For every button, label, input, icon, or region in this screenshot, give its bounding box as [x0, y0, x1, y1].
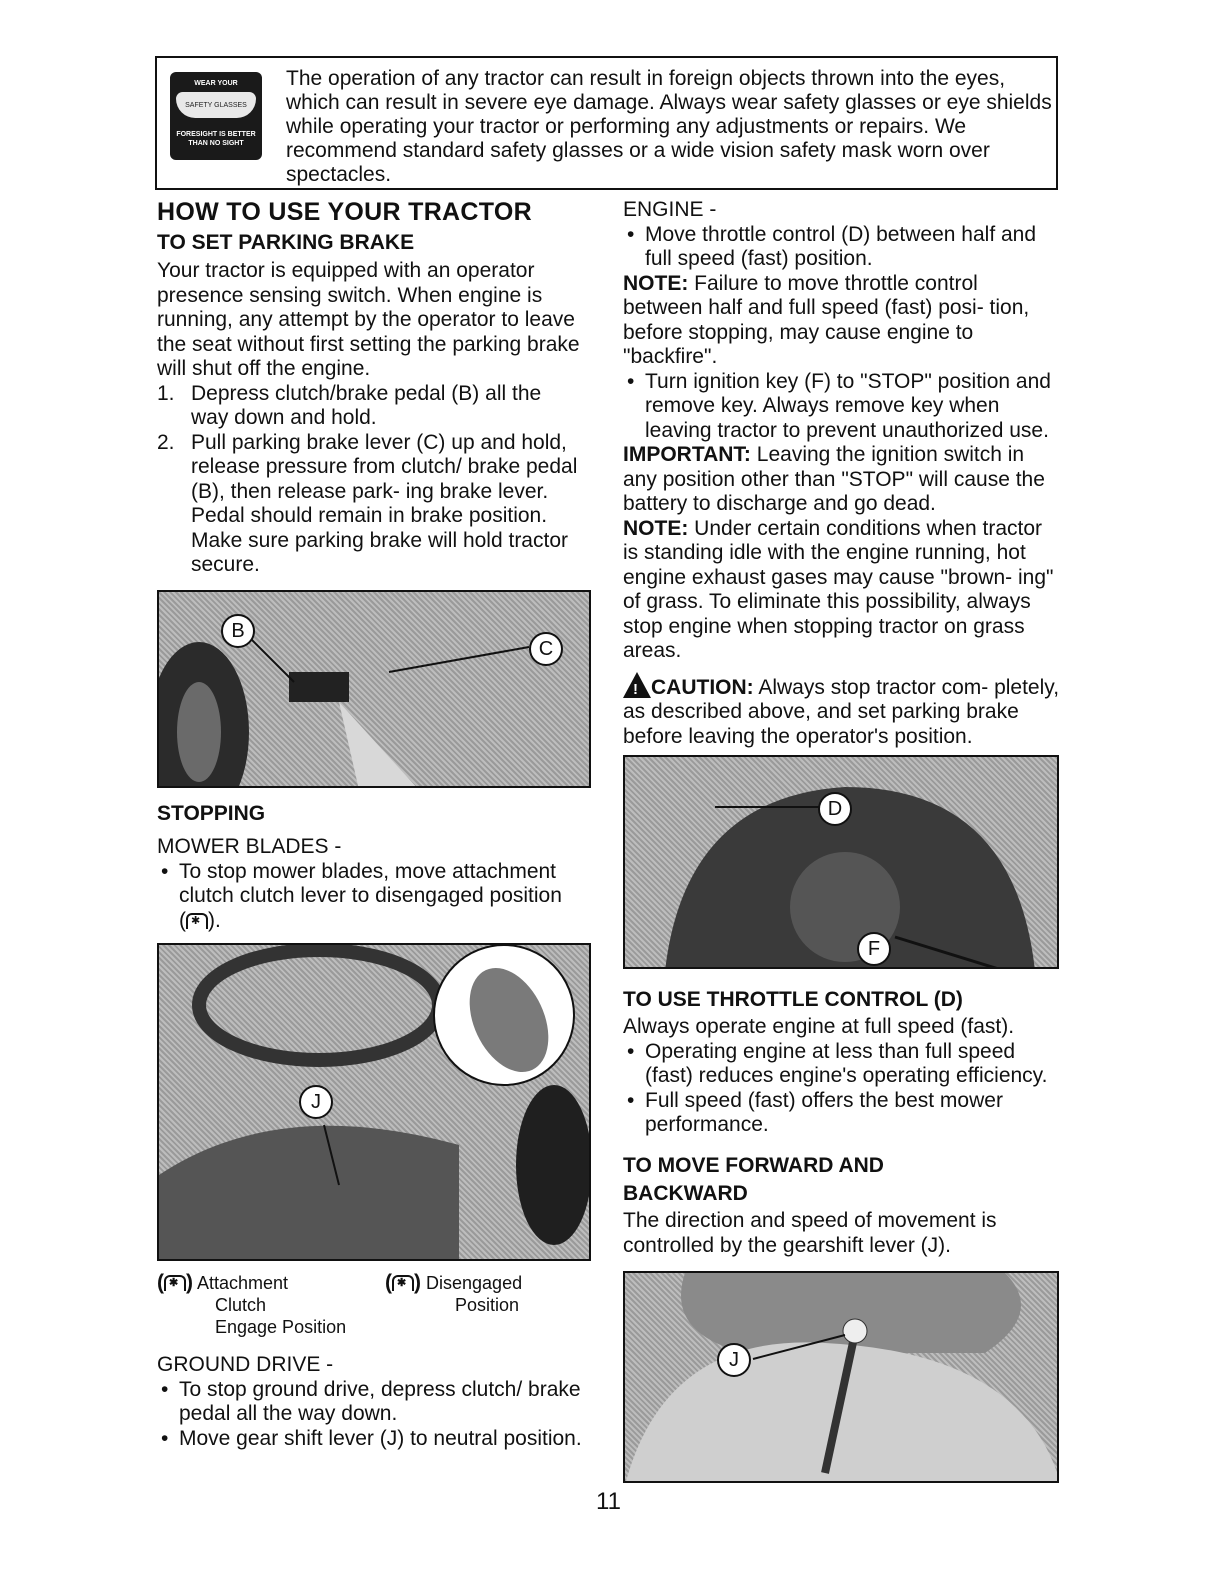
step-number: 2. [157, 430, 175, 454]
step-text: Pull parking brake lever (C) up and hold, release pressure from clutch/ brake pedal (B), then release park- ing brake lever. Pedal should remain in brake position. Make sure parking brake will hold tractor secure. [191, 430, 578, 576]
move-heading [623, 1152, 884, 1208]
engine-bullet-2: • Turn ignition key (F) to "STOP" position and remove key. Always remove key when leaving tractor to prevent unauthorized use. [623, 370, 1060, 444]
step-2 [157, 431, 582, 578]
move-heading-line-2: BACKWARD [623, 1182, 748, 1205]
attachment-clutch-photo [157, 943, 591, 1261]
important-note [623, 443, 1060, 517]
callout-J-gearshift: J [717, 1343, 751, 1377]
safety-glasses-icon [170, 72, 262, 160]
throttle-bullet-1: • Operating engine at less than full speed (fast) reduces engine's operating efficiency. [623, 1040, 1063, 1089]
parking-brake-photo [157, 590, 591, 788]
clutch-disengaged-legend-icon [392, 1275, 414, 1291]
mower-blades-label: MOWER BLADES - [157, 835, 342, 858]
steering-wheel-illustration [159, 945, 591, 1261]
gearshift-photo [623, 1271, 1059, 1483]
move-heading-line-1: TO MOVE FORWARD AND [623, 1154, 884, 1177]
engine-bullet-1: • Move throttle control (D) between half and full speed (fast) position. [623, 223, 1060, 272]
clutch-engaged-icon [164, 1275, 186, 1291]
legend-engage-line-1: Attachment [197, 1273, 289, 1293]
caution-text: Always stop tractor com- pletely, as described above, and set parking brake before leaving the operator's position. [623, 675, 1060, 748]
parking-brake-heading: TO SET PARKING BRAKE [157, 231, 415, 254]
legend-engage-line-2: Clutch [215, 1295, 267, 1315]
gearshift-illustration [625, 1273, 1059, 1483]
ground-drive-bullet-2: • Move gear shift lever (J) to neutral position. [157, 1427, 597, 1452]
callout-J: J [299, 1085, 333, 1119]
step-text: Depress clutch/brake pedal (B) all the way down and hold. [191, 381, 542, 429]
note-1-text: Failure to move throttle control between half and full speed (fast) posi- tion, before stopping, may cause engine to "backfire". [623, 271, 1030, 368]
throttle-ignition-photo [623, 755, 1059, 969]
callout-C: C [529, 632, 563, 666]
ground-drive-label: GROUND DRIVE - [157, 1353, 334, 1376]
legend-disengage-line-2: Position [455, 1295, 520, 1315]
callout-D: D [818, 792, 852, 826]
clutch-disengage-legend: (✱ ) Disengaged Position [385, 1272, 585, 1316]
caution-note [623, 672, 1060, 750]
callout-F: F [857, 932, 891, 966]
stopping-heading: STOPPING [157, 802, 266, 825]
engine-label: ENGINE - [623, 198, 717, 221]
throttle-heading: TO USE THROTTLE CONTROL (D) [623, 988, 963, 1011]
legend-disengage-line-1: Disengaged [426, 1273, 523, 1293]
important-text: Leaving the ignition switch in any position other than "STOP" will cause the battery to discharge and go dead. [623, 443, 1045, 515]
legend-engage-line-3: Engage Position [215, 1317, 347, 1337]
dashboard-illustration [625, 757, 1059, 969]
throttle-bullet-2: • Full speed (fast) offers the best mower performance. [623, 1089, 1063, 1138]
page-number: 11 [596, 1488, 621, 1515]
clutch-disengaged-icon [186, 913, 208, 929]
caution-label: CAUTION: [651, 675, 754, 699]
badge-line-3: FORESIGHT IS BETTER THAN NO SIGHT [176, 131, 256, 147]
parking-brake-intro: Your tractor is equipped with an operator presence sensing switch. When engine is running, any attempt by the operator to leave the seat without first setting the parking brake will shut off the engine. [157, 259, 580, 380]
badge-line-2: SAFETY GLASSES [185, 102, 247, 109]
note-2 [623, 517, 1060, 664]
note-2-text: Under certain conditions when tractor is standing idle with the engine running, hot engine exhaust gases may cause "brown- ing" of grass. To eliminate this possibility, always stop engine when stopping tractor on grass areas. [623, 516, 1054, 662]
caution-icon: ! [623, 672, 651, 698]
step-number: 1. [157, 381, 175, 405]
callout-B: B [221, 614, 255, 648]
step-1 [157, 382, 582, 431]
ground-drive-bullet-1: • To stop ground drive, depress clutch/ brake pedal all the way down. [157, 1378, 597, 1427]
clutch-engage-legend: (✱ ) Attachment Clutch Engage Position [157, 1272, 377, 1338]
note-2-label: NOTE: [623, 516, 689, 540]
safety-warning-text: The operation of any tractor can result in foreign objects thrown into the eyes, which can result in severe eye damage. Always wear safety glasses or eye shields while operating your tractor or performing any adjustments or repairs. We recommend standard safety glasses or a wide vision safety mask worn over spectacles. [286, 67, 1052, 186]
important-label: IMPORTANT: [623, 443, 751, 466]
badge-line-1: WEAR YOUR [194, 80, 238, 87]
note-1-label: NOTE: [623, 271, 689, 295]
throttle-intro: Always operate engine at full speed (fast). [623, 1015, 1015, 1038]
page-title: HOW TO USE YOUR TRACTOR [157, 198, 532, 226]
mower-blades-bullet: • To stop mower blades, move attachment clutch clutch lever to disengaged position (✱ ). [157, 860, 587, 934]
move-text: The direction and speed of movement is controlled by the gearshift lever (J). [623, 1209, 997, 1257]
mower-blades-text: To stop mower blades, move attachment clutch clutch lever to disengaged position [179, 859, 562, 907]
note-1 [623, 272, 1060, 370]
